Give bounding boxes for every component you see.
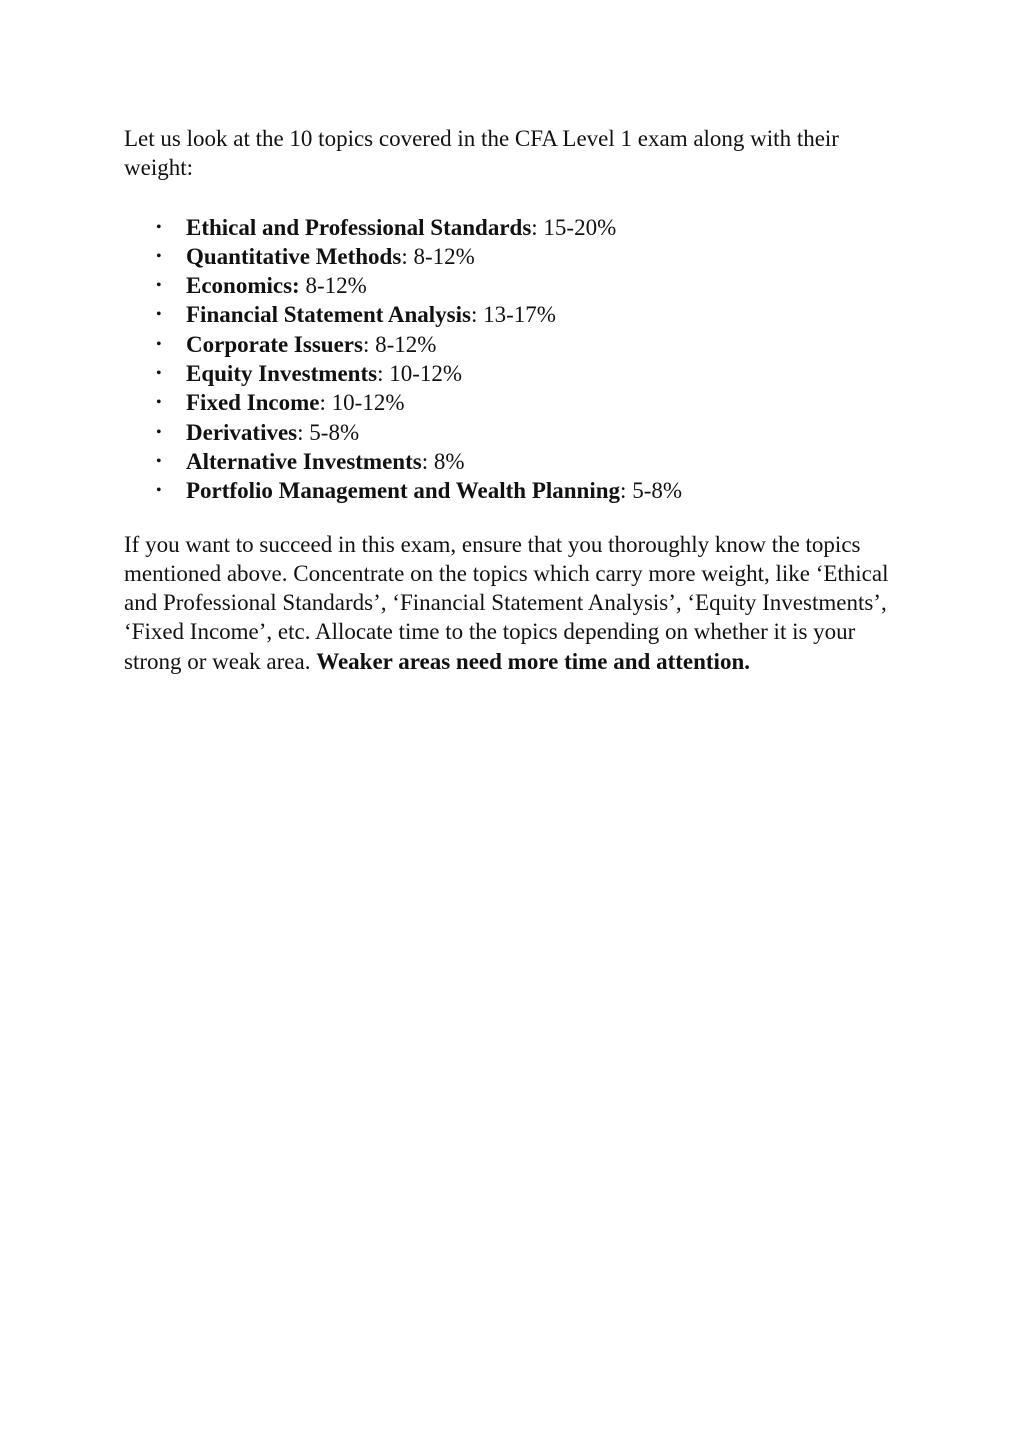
list-item	[124, 418, 904, 447]
bullet-icon: •	[156, 335, 162, 353]
topic-separator: :	[319, 390, 332, 416]
topic-weight: 5-8%	[309, 419, 360, 445]
topic-separator: :	[470, 302, 484, 328]
topic-name: Fixed Income	[186, 390, 320, 416]
topic-separator: :	[620, 478, 633, 504]
list-item	[124, 330, 904, 359]
bullet-icon: •	[156, 482, 162, 500]
topic-weight: 8-12%	[413, 243, 475, 269]
list-item	[124, 271, 904, 300]
topic-name: Alternative Investments	[186, 448, 422, 474]
bullet-icon: •	[156, 218, 162, 236]
topic-weight: 8-12%	[305, 273, 367, 299]
list-item	[124, 300, 904, 329]
topic-weight: 5-8%	[632, 478, 683, 504]
topic-separator: :	[401, 243, 414, 269]
document-page	[124, 124, 904, 676]
closing-text: If you want to succeed in this exam, ensure that you thoroughly know the topics mentioned above. Concentrate on the topics which carry more weight, like ‘Ethical and Professional Standards’, ‘Financial Statement Analysis’, ‘Equity Investments’, ‘Fixed Income’, etc. Allocate time to the topics depending on whether it is your strong or weak area.	[124, 531, 889, 674]
topic-name: Quantitative Methods	[186, 243, 402, 269]
topic-name: Financial Statement Analysis	[186, 302, 471, 328]
closing-emphasis: Weaker areas need more time and attention.	[316, 648, 750, 674]
list-item	[124, 447, 904, 476]
list-item	[124, 476, 904, 505]
topic-weight: 15-20%	[543, 214, 617, 240]
bullet-icon: •	[156, 423, 162, 441]
topic-separator: :	[531, 214, 544, 240]
topic-name: Equity Investments	[186, 361, 378, 387]
topic-separator: :	[362, 331, 376, 357]
bullet-icon: •	[156, 452, 162, 470]
topic-name: Ethical and Professional Standards	[186, 214, 532, 240]
topic-weight: 8-12%	[375, 331, 437, 357]
topic-weight: 10-12%	[389, 361, 463, 387]
topic-weight: 10-12%	[331, 390, 405, 416]
bullet-icon: •	[156, 365, 162, 383]
closing-paragraph	[124, 530, 904, 676]
topic-separator: :	[297, 419, 310, 445]
list-item	[124, 359, 904, 388]
bullet-icon: •	[156, 247, 162, 265]
topic-weight: 8%	[433, 448, 465, 474]
topic-name: Derivatives	[186, 419, 298, 445]
topic-list	[124, 213, 904, 506]
topic-name: Corporate Issuers	[186, 331, 363, 357]
bullet-icon: •	[156, 277, 162, 295]
intro-paragraph: Let us look at the 10 topics covered in the CFA Level 1 exam along with their weight:	[124, 126, 839, 181]
topic-weight: 13-17%	[483, 302, 556, 328]
topic-separator: :	[421, 448, 434, 474]
bullet-icon: •	[156, 394, 162, 412]
list-item	[124, 242, 904, 271]
topic-name: Economics:	[186, 273, 300, 299]
topic-name: Portfolio Management and Wealth Planning	[186, 478, 621, 504]
list-item	[124, 213, 904, 242]
topic-separator: :	[377, 361, 390, 387]
list-item	[124, 388, 904, 417]
bullet-icon: •	[156, 306, 162, 324]
